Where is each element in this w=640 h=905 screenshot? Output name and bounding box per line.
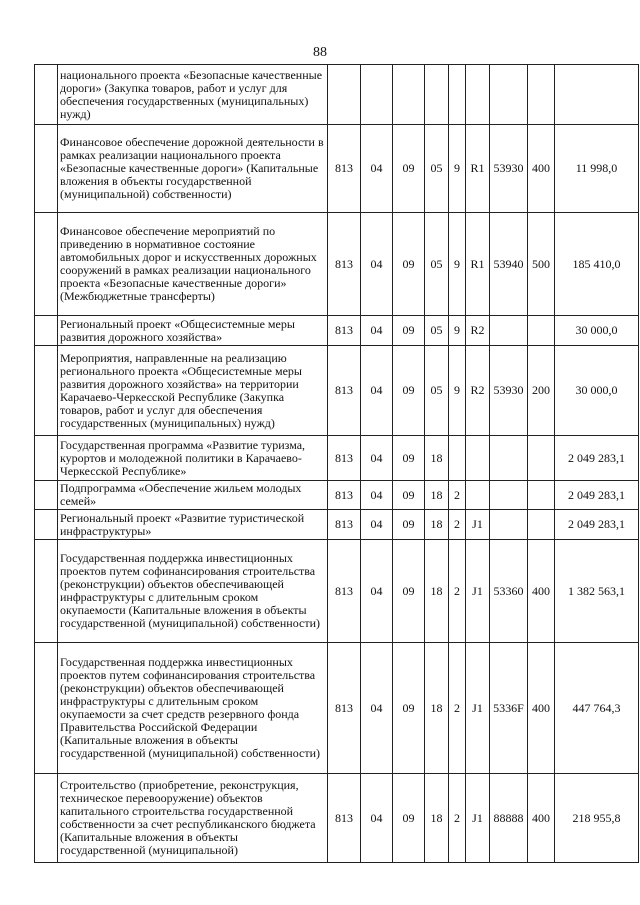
cell-subsection: 09 (393, 125, 425, 213)
cell-subsection: 09 (393, 774, 425, 863)
cell-amount: 2 049 283,1 (555, 481, 639, 510)
cell-expense-type (528, 510, 555, 540)
cell-blank (35, 774, 58, 863)
cell-section: 04 (361, 540, 393, 643)
cell-name: национального проекта «Безопасные качественные дороги» (Закупка товаров, работ и услуг для обеспечения государственных (муниципальных) нужд) (58, 65, 328, 125)
cell-subsection: 09 (393, 316, 425, 346)
cell-name: Государственная программа «Развитие туризма, курортов и молодежной политики в Карачаево-Черкесской Республике» (58, 436, 328, 481)
cell-project: J1 (466, 774, 490, 863)
cell-expense-type: 200 (528, 346, 555, 436)
cell-direction (490, 65, 528, 125)
table-row (35, 65, 639, 125)
cell-ved: 813 (328, 643, 361, 774)
cell-blank (35, 481, 58, 510)
cell-program: 05 (425, 213, 449, 316)
cell-ved: 813 (328, 346, 361, 436)
cell-project (466, 481, 490, 510)
cell-subprogram: 9 (449, 125, 466, 213)
table-row (35, 510, 639, 540)
budget-table-body (35, 65, 639, 863)
cell-name: Региональный проект «Общесистемные меры развития дорожного хозяйства» (58, 316, 328, 346)
cell-section: 04 (361, 125, 393, 213)
cell-subprogram: 2 (449, 540, 466, 643)
cell-ved: 813 (328, 436, 361, 481)
cell-direction: 53360 (490, 540, 528, 643)
table-row (35, 643, 639, 774)
cell-expense-type: 400 (528, 540, 555, 643)
cell-project (466, 65, 490, 125)
cell-subsection: 09 (393, 510, 425, 540)
cell-name: Мероприятия, направленные на реализацию регионального проекта «Общесистемные меры развития дорожного хозяйства» на территории Карачаево-Черкесской Республике (Закупка товаров, работ и услуг для обеспечения государственных (муниципальных) нужд) (58, 346, 328, 436)
cell-amount: 30 000,0 (555, 316, 639, 346)
cell-subprogram: 9 (449, 316, 466, 346)
cell-subprogram: 2 (449, 481, 466, 510)
cell-direction (490, 436, 528, 481)
cell-subprogram: 2 (449, 510, 466, 540)
table-row (35, 436, 639, 481)
cell-ved: 813 (328, 213, 361, 316)
cell-section: 04 (361, 316, 393, 346)
cell-program: 18 (425, 540, 449, 643)
cell-program: 05 (425, 125, 449, 213)
cell-project (466, 436, 490, 481)
cell-expense-type: 400 (528, 774, 555, 863)
cell-direction: 88888 (490, 774, 528, 863)
cell-ved: 813 (328, 125, 361, 213)
cell-project: J1 (466, 540, 490, 643)
budget-table (34, 64, 639, 863)
table-row (35, 316, 639, 346)
cell-project: J1 (466, 643, 490, 774)
table-row (35, 125, 639, 213)
cell-subsection: 09 (393, 481, 425, 510)
cell-ved: 813 (328, 540, 361, 643)
cell-ved: 813 (328, 774, 361, 863)
cell-name: Государственная поддержка инвестиционных проектов путем софинансирования строительства (реконструкции) объектов обеспечивающей инфраструктуры с длительным сроком окупаемости (Капитальные вложения в объекты государственной (муниципальной) собственности) (58, 540, 328, 643)
cell-subsection: 09 (393, 643, 425, 774)
cell-subsection: 09 (393, 346, 425, 436)
cell-project: R1 (466, 213, 490, 316)
cell-blank (35, 436, 58, 481)
cell-blank (35, 540, 58, 643)
table-row (35, 481, 639, 510)
cell-program: 18 (425, 510, 449, 540)
cell-amount: 185 410,0 (555, 213, 639, 316)
cell-subprogram (449, 65, 466, 125)
cell-section: 04 (361, 643, 393, 774)
cell-subsection: 09 (393, 436, 425, 481)
cell-blank (35, 125, 58, 213)
cell-program: 18 (425, 643, 449, 774)
table-row (35, 774, 639, 863)
table-row (35, 540, 639, 643)
cell-amount: 2 049 283,1 (555, 436, 639, 481)
cell-subprogram: 2 (449, 774, 466, 863)
cell-project: J1 (466, 510, 490, 540)
cell-blank (35, 510, 58, 540)
cell-section: 04 (361, 346, 393, 436)
cell-amount: 447 764,3 (555, 643, 639, 774)
cell-expense-type: 400 (528, 643, 555, 774)
cell-blank (35, 316, 58, 346)
cell-expense-type (528, 436, 555, 481)
cell-amount: 30 000,0 (555, 346, 639, 436)
table-row (35, 346, 639, 436)
cell-project: R2 (466, 316, 490, 346)
cell-subsection (393, 65, 425, 125)
cell-direction (490, 510, 528, 540)
cell-subsection: 09 (393, 540, 425, 643)
cell-expense-type: 400 (528, 125, 555, 213)
cell-name: Региональный проект «Развитие туристической инфраструктуры» (58, 510, 328, 540)
cell-amount: 2 049 283,1 (555, 510, 639, 540)
cell-program: 18 (425, 774, 449, 863)
cell-ved (328, 65, 361, 125)
cell-program: 18 (425, 481, 449, 510)
cell-direction (490, 481, 528, 510)
cell-expense-type (528, 65, 555, 125)
cell-subprogram: 9 (449, 346, 466, 436)
cell-section (361, 65, 393, 125)
cell-subprogram (449, 436, 466, 481)
page-number: 88 (313, 45, 327, 60)
cell-expense-type (528, 481, 555, 510)
cell-section: 04 (361, 213, 393, 316)
cell-blank (35, 643, 58, 774)
cell-subsection: 09 (393, 213, 425, 316)
cell-section: 04 (361, 481, 393, 510)
cell-ved: 813 (328, 316, 361, 346)
cell-blank (35, 65, 58, 125)
cell-section: 04 (361, 510, 393, 540)
cell-name: Подпрограмма «Обеспечение жильем молодых семей» (58, 481, 328, 510)
cell-program: 18 (425, 436, 449, 481)
cell-expense-type: 500 (528, 213, 555, 316)
cell-subprogram: 2 (449, 643, 466, 774)
cell-blank (35, 346, 58, 436)
cell-subprogram: 9 (449, 213, 466, 316)
cell-program: 05 (425, 316, 449, 346)
cell-amount: 1 382 563,1 (555, 540, 639, 643)
table-row (35, 213, 639, 316)
cell-section: 04 (361, 436, 393, 481)
cell-project: R1 (466, 125, 490, 213)
cell-name: Финансовое обеспечение дорожной деятельности в рамках реализации национального проекта «Безопасные качественные дороги» (Капитальные вложения в объекты государственной (муниципальной) собственности) (58, 125, 328, 213)
cell-name: Государственная поддержка инвестиционных проектов путем софинансирования строительства (реконструкции) объектов обеспечивающей инфраструктуры с длительным сроком окупаемости за счет средств резервного фонда Правительства Российской Федерации (Капитальные вложения в объекты государственной (муниципальной) собственности) (58, 643, 328, 774)
cell-ved: 813 (328, 510, 361, 540)
cell-amount (555, 65, 639, 125)
cell-name: Финансовое обеспечение мероприятий по приведению в нормативное состояние автомобильных дорог и искусственных дорожных сооружений в рамках реализации национального проекта «Безопасные качественные дороги» (Межбюджетные трансферты) (58, 213, 328, 316)
cell-direction: 5336F (490, 643, 528, 774)
cell-direction (490, 316, 528, 346)
cell-project: R2 (466, 346, 490, 436)
cell-amount: 218 955,8 (555, 774, 639, 863)
cell-blank (35, 213, 58, 316)
cell-direction: 53940 (490, 213, 528, 316)
cell-ved: 813 (328, 481, 361, 510)
cell-section: 04 (361, 774, 393, 863)
cell-expense-type (528, 316, 555, 346)
cell-amount: 11 998,0 (555, 125, 639, 213)
cell-direction: 53930 (490, 125, 528, 213)
cell-direction: 53930 (490, 346, 528, 436)
cell-program: 05 (425, 346, 449, 436)
cell-program (425, 65, 449, 125)
cell-name: Строительство (приобретение, реконструкция, техническое перевооружение) объектов капитального строительства государственной собственности за счет республиканского бюджета (Капитальные вложения в объекты государственной (муниципальной) (58, 774, 328, 863)
